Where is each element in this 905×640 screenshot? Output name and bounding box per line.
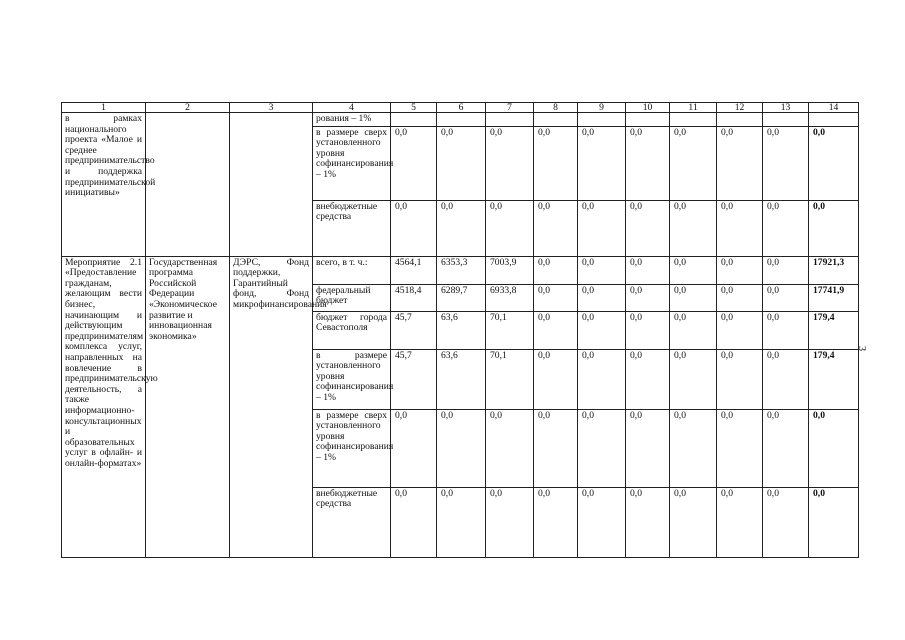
value-cell: 0,0 [717,200,763,256]
value-cell: 0,0 [578,311,626,349]
value-cell: 0,0 [486,126,534,200]
activity-name-cell: в рамках национального проекта «Малое и среднее предпринимательство и поддержка предпринимательской инициативы» [62,113,146,257]
value-cell: 0,0 [437,126,486,200]
value-cell: 0,0 [391,126,437,200]
column-header: 5 [391,103,437,113]
value-cell: 0,0 [670,284,717,311]
column-header: 2 [146,103,230,113]
value-cell [534,113,578,127]
column-header: 1 [62,103,146,113]
value-cell: 0,0 [578,409,626,487]
funding-source-cell: внебюджетные средства [313,200,391,256]
value-cell: 0,0 [391,487,437,557]
value-cell: 0,0 [717,256,763,284]
value-cell: 63,6 [437,311,486,349]
value-cell [437,113,486,127]
value-cell [486,113,534,127]
program-cell [146,113,230,257]
value-cell: 6933,8 [486,284,534,311]
value-cell: 0,0 [626,256,670,284]
value-cell [670,113,717,127]
value-cell [626,113,670,127]
value-cell: 0,0 [486,487,534,557]
column-header: 4 [313,103,391,113]
funding-source-cell: федеральный бюджет [313,284,391,311]
funding-source-cell: всего, в т. ч.: [313,256,391,284]
funding-source-cell: в размере установленного уровня софинансирования – 1% [313,349,391,409]
value-cell: 0,0 [670,256,717,284]
value-cell: 0,0 [534,487,578,557]
total-value-cell: 179,4 [809,311,859,349]
budget-table [61,102,859,558]
column-header: 6 [437,103,486,113]
value-cell: 0,0 [578,256,626,284]
value-cell: 0,0 [626,126,670,200]
value-cell [578,113,626,127]
value-cell: 0,0 [717,311,763,349]
value-cell [717,113,763,127]
value-cell: 0,0 [717,349,763,409]
value-cell: 0,0 [670,126,717,200]
value-cell: 7003,9 [486,256,534,284]
value-cell: 0,0 [626,349,670,409]
value-cell: 6289,7 [437,284,486,311]
value-cell: 0,0 [391,409,437,487]
value-cell: 0,0 [437,200,486,256]
value-cell: 0,0 [578,284,626,311]
value-cell: 0,0 [578,126,626,200]
column-header: 11 [670,103,717,113]
total-value-cell: 17921,3 [809,256,859,284]
value-cell: 0,0 [626,311,670,349]
value-cell: 0,0 [717,126,763,200]
value-cell: 0,0 [486,200,534,256]
header-row [62,103,859,113]
value-cell: 63,6 [437,349,486,409]
total-value-cell [809,113,859,127]
page-number: 3 [856,346,867,351]
value-cell: 0,0 [763,487,809,557]
column-header: 3 [230,103,313,113]
executor-cell [230,113,313,257]
column-header: 8 [534,103,578,113]
program-cell: Государственная программа Российской Федерации «Экономическое развитие и инновационная экономика» [146,256,230,557]
value-cell: 0,0 [534,126,578,200]
value-cell: 0,0 [534,349,578,409]
value-cell: 0,0 [717,409,763,487]
value-cell: 0,0 [626,409,670,487]
value-cell: 0,0 [578,200,626,256]
value-cell: 0,0 [670,311,717,349]
value-cell: 0,0 [534,311,578,349]
total-value-cell: 179,4 [809,349,859,409]
funding-source-cell: рования – 1% [313,113,391,127]
column-header: 9 [578,103,626,113]
funding-source-cell: внебюджетные средства [313,487,391,557]
value-cell: 0,0 [763,284,809,311]
value-cell: 0,0 [534,200,578,256]
total-value-cell: 0,0 [809,409,859,487]
value-cell: 0,0 [391,200,437,256]
value-cell: 0,0 [763,126,809,200]
activity-name-cell: Мероприятие 2.1 «Предоставление гражданам, желающим вести бизнес, начинающим и действующим предпринимателям комплекса услуг, направленных на вовлечение в предпринимательскую деятельность, а также информационно-консультационных и образовательных услуг в офлайн- и онлайн-форматах» [62,256,146,557]
value-cell: 4518,4 [391,284,437,311]
value-cell: 70,1 [486,311,534,349]
total-value-cell: 0,0 [809,126,859,200]
value-cell: 0,0 [437,487,486,557]
value-cell: 4564,1 [391,256,437,284]
value-cell: 0,0 [626,487,670,557]
value-cell [763,113,809,127]
table-row [62,256,859,284]
column-header: 10 [626,103,670,113]
value-cell: 0,0 [763,200,809,256]
value-cell: 0,0 [670,487,717,557]
value-cell: 0,0 [486,409,534,487]
value-cell: 0,0 [717,284,763,311]
value-cell: 45,7 [391,311,437,349]
value-cell: 6353,3 [437,256,486,284]
value-cell: 0,0 [670,409,717,487]
value-cell: 0,0 [534,409,578,487]
column-header: 13 [763,103,809,113]
value-cell: 0,0 [670,349,717,409]
total-value-cell: 0,0 [809,487,859,557]
value-cell: 0,0 [578,487,626,557]
value-cell: 70,1 [486,349,534,409]
executor-cell: ДЭРС, Фонд поддержки, Гарантийный фонд, Фонд микрофинансирования [230,256,313,557]
value-cell: 0,0 [717,487,763,557]
funding-source-cell: в размере сверх установленного уровня софинансирования – 1% [313,409,391,487]
value-cell: 0,0 [626,200,670,256]
column-header: 14 [809,103,859,113]
total-value-cell: 0,0 [809,200,859,256]
total-value-cell: 17741,9 [809,284,859,311]
value-cell: 0,0 [763,409,809,487]
value-cell [391,113,437,127]
value-cell: 0,0 [763,311,809,349]
value-cell: 0,0 [534,284,578,311]
value-cell: 0,0 [578,349,626,409]
value-cell: 0,0 [437,409,486,487]
value-cell: 0,0 [763,349,809,409]
table-row [62,113,859,127]
funding-source-cell: в размере сверх установленного уровня софинансирования – 1% [313,126,391,200]
value-cell: 0,0 [763,256,809,284]
value-cell: 0,0 [626,284,670,311]
value-cell: 45,7 [391,349,437,409]
value-cell: 0,0 [670,200,717,256]
funding-source-cell: бюджет города Севастополя [313,311,391,349]
column-header: 12 [717,103,763,113]
value-cell: 0,0 [534,256,578,284]
column-header: 7 [486,103,534,113]
